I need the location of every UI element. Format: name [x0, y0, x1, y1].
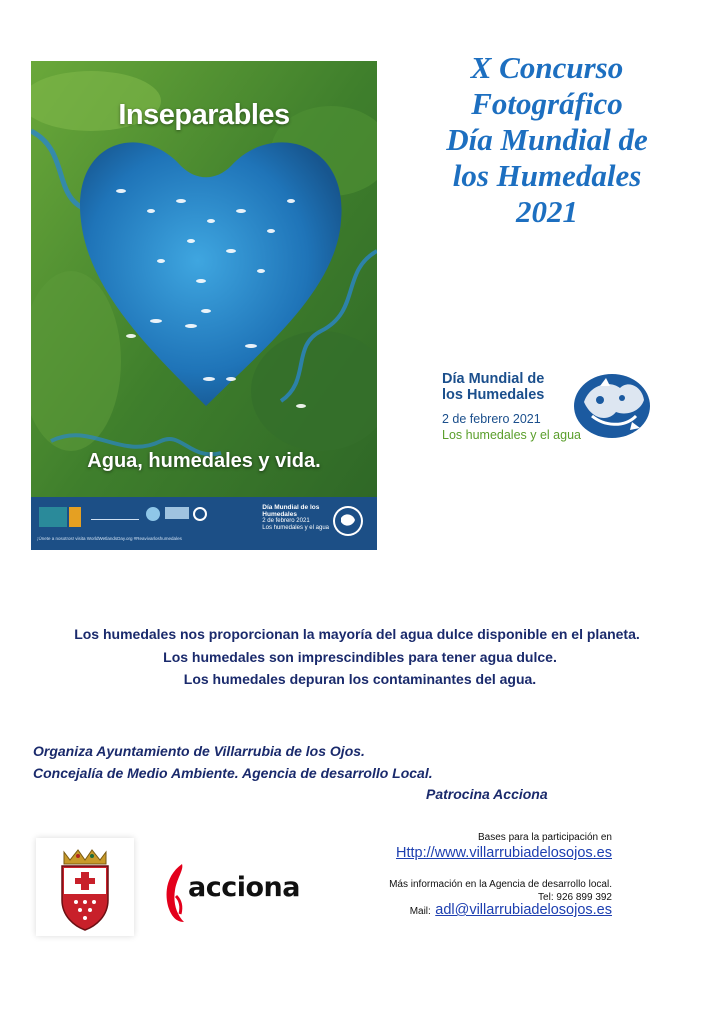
town-coat-of-arms [36, 838, 134, 936]
email-link[interactable]: adl@villarrubiadelosojos.es [435, 902, 612, 918]
wetlands-globe-icon [570, 372, 652, 440]
un-water-logo [91, 507, 139, 520]
sponsor-line: Patrocina Acciona [426, 786, 548, 802]
organizer-line-2: Concejalía de Medio Ambiente. Agencia de desarrollo Local. [33, 765, 433, 781]
wwd-logo-name [442, 371, 544, 403]
phone-number: Tel: 926 899 392 [538, 892, 612, 903]
partner-logo [146, 507, 160, 521]
email-row [410, 901, 612, 919]
poster-title: Inseparables [118, 99, 290, 131]
wwd-logo-date: 2 de febrero 2021 [442, 412, 541, 426]
poster-footer-links: ¡Únete a nosotros! visita WorldWetlandsDay.org #Reavivarloshumedales [37, 536, 182, 541]
poster-footer [31, 497, 377, 550]
contest-title-line-1: X Concurso [470, 50, 624, 85]
wetlands-globe-icon [333, 506, 363, 536]
wwd-logo-name-line-1: Día Mundial de [442, 371, 545, 387]
organizer-line-1: Organiza Ayuntamiento de Villarrubia de los Ojos. [33, 743, 365, 759]
contest-title [420, 50, 674, 230]
contest-title-line-5: 2021 [516, 194, 578, 229]
email-label: Mail: [409, 906, 431, 917]
wetlands-poster [31, 61, 377, 550]
convention-logo [39, 507, 67, 527]
contest-title-line-4: los Humedales [452, 158, 642, 193]
world-wetlands-day-logo [442, 366, 672, 446]
acciona-wordmark: acciona [188, 872, 300, 903]
website-link[interactable]: Http://www.villarrubiadelosojos.es [396, 845, 612, 861]
poster-footer-event-date: 2 de febrero 2021 [262, 518, 310, 524]
bases-label: Bases para la participación en [478, 832, 612, 843]
partner-logo-2 [165, 507, 189, 519]
anniversary-50-logo [69, 507, 81, 527]
message-line-1: Los humedales nos proporcionan la mayoría del agua dulce disponible en el planeta. [74, 626, 640, 642]
acciona-leaf-icon [162, 860, 188, 924]
poster-footer-event-theme: Los humedales y el agua [262, 525, 329, 531]
aerial-wetland-image [31, 61, 377, 550]
contest-title-line-3: Día Mundial de [446, 122, 648, 157]
message-line-3: Los humedales depuran los contaminantes del agua. [183, 671, 537, 687]
poster-tagline: Agua, humedales y vida. [87, 450, 321, 472]
contest-title-line-2: Fotográfico [471, 86, 623, 121]
poster-footer-event-title: Día Mundial de los Humedales [262, 504, 320, 518]
more-info-text: Más información en la Agencia de desarrollo local. [389, 879, 612, 890]
iucn-logo [193, 507, 207, 521]
message-line-2: Los humedales son imprescindibles para tener agua dulce. [163, 649, 557, 665]
wwd-logo-theme: Los humedales y el agua [442, 428, 581, 442]
poster-footer-event [262, 504, 329, 532]
wwd-logo-name-line-2: los Humedales [442, 387, 545, 403]
acciona-logo [162, 860, 312, 924]
